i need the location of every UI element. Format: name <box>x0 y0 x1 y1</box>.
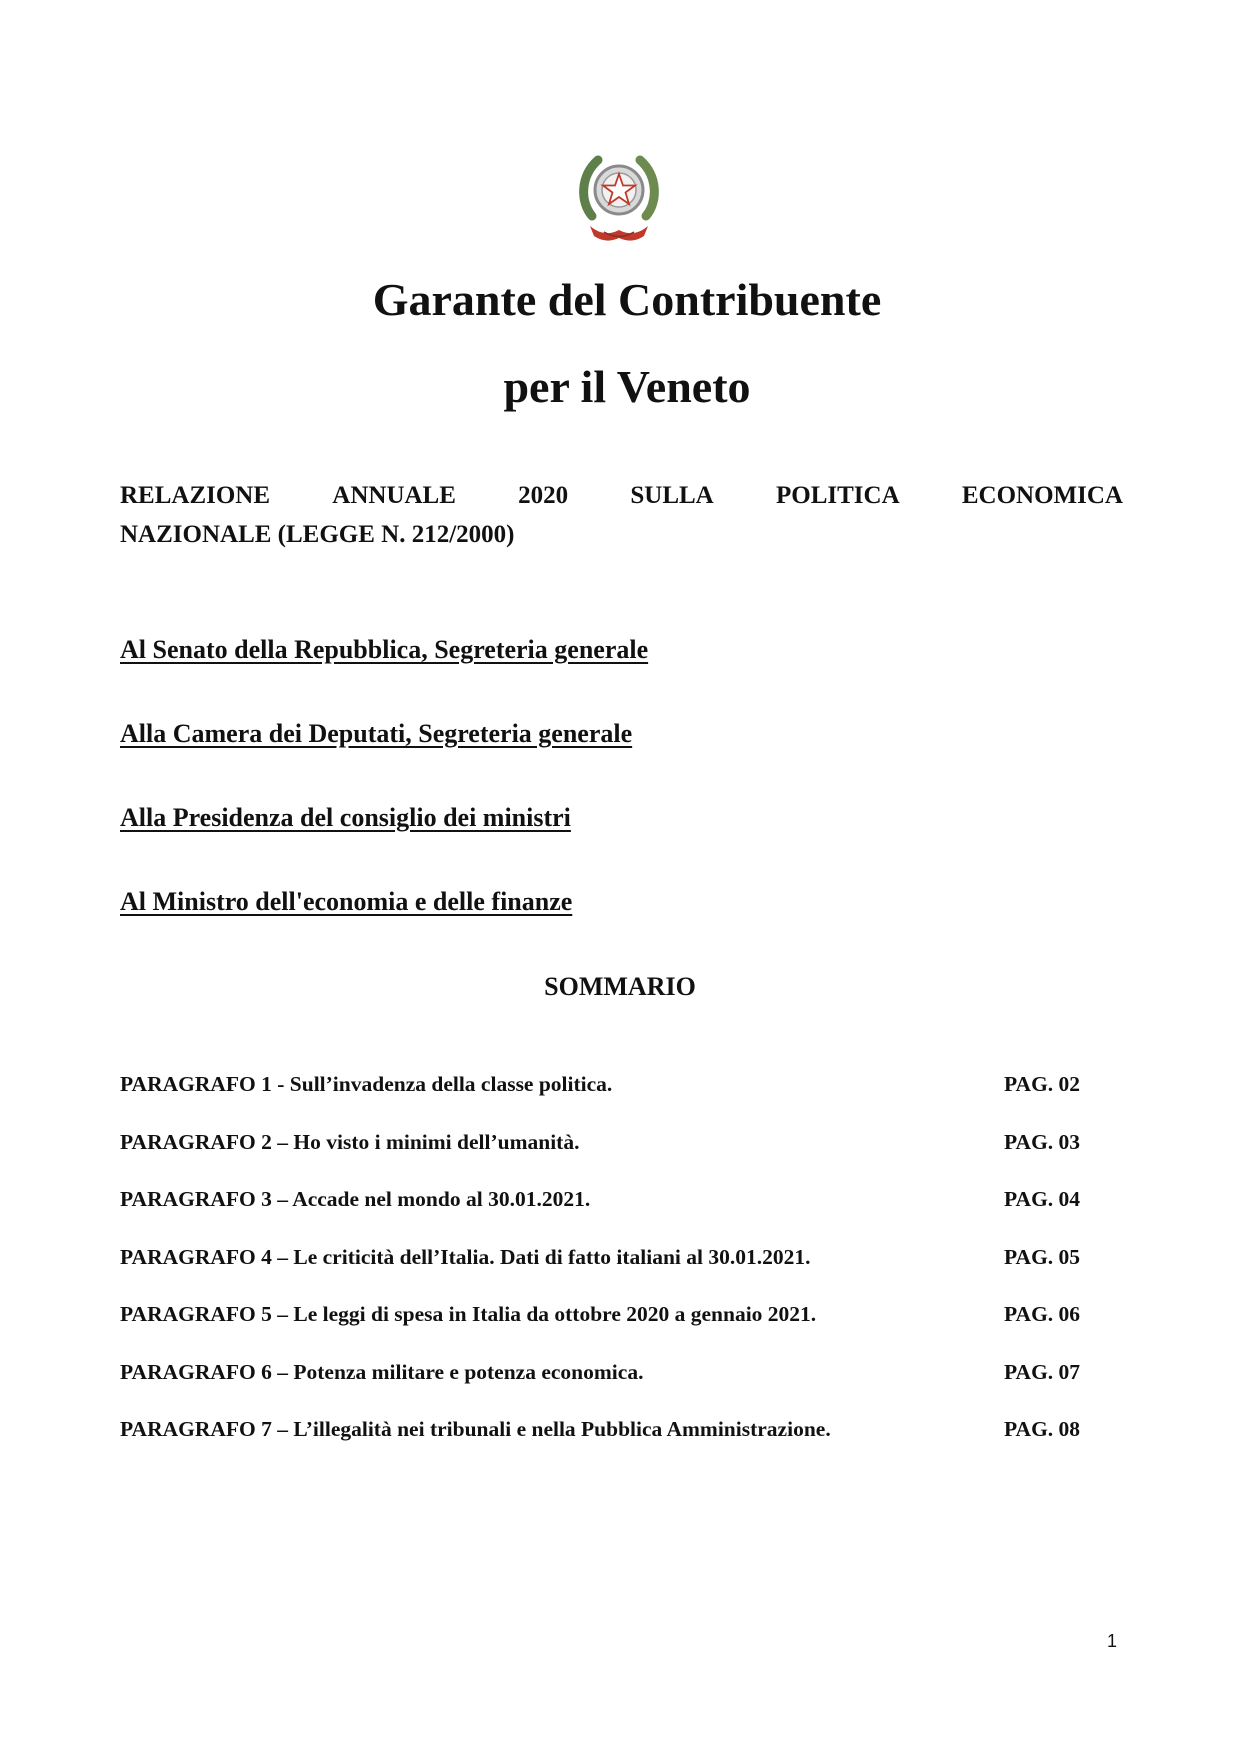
report-title-word: POLITICA <box>775 482 900 509</box>
toc-entry <box>120 1414 1100 1472</box>
recipient-presidenza: Alla Presidenza del consiglio dei ministri <box>120 803 571 832</box>
toc-entry-label: PARAGRAFO 5 – Le leggi di spesa in Italia da ottobre 2020 a gennaio 2021. <box>120 1302 817 1326</box>
report-title-line-1 <box>120 476 1123 515</box>
toc-entry-page: PAG. 05 <box>1004 1244 1081 1269</box>
toc-entry-label: PARAGRAFO 2 – Ho visto i minimi dell’umanità. <box>120 1129 580 1154</box>
toc-entry-label: PARAGRAFO 1 - Sull’invadenza della classe politica. <box>120 1072 613 1096</box>
toc-entry <box>120 1299 1100 1357</box>
recipient-ministro: Al Ministro dell'economia e delle finanze <box>120 887 573 916</box>
toc-entry <box>120 1069 1100 1127</box>
toc-entry-label: PARAGRAFO 4 – Le criticità dell’Italia. Dati di fatto italiani al 30.01.2021. <box>120 1244 811 1269</box>
toc-entry-page: PAG. 02 <box>1004 1072 1081 1096</box>
toc-entry-label: PARAGRAFO 6 – Potenza militare e potenza economica. <box>120 1359 644 1384</box>
recipient-senato: Al Senato della Repubblica, Segreteria generale <box>120 635 649 664</box>
toc-entry <box>120 1242 1100 1300</box>
report-title-word: RELAZIONE <box>120 482 271 509</box>
report-title-word: 2020 <box>518 482 569 509</box>
document-title-line-2: per il Veneto <box>503 361 751 412</box>
toc-entry-page: PAG. 07 <box>1004 1359 1081 1384</box>
toc-entry-page: PAG. 04 <box>1004 1187 1081 1211</box>
toc-entry <box>120 1184 1100 1242</box>
recipient-camera: Alla Camera dei Deputati, Segreteria generale <box>120 719 633 748</box>
document-title-line-1: Garante del Contribuente <box>372 274 882 325</box>
toc-entry <box>120 1127 1100 1185</box>
page-number: 1 <box>1107 1631 1118 1651</box>
summary-heading: SOMMARIO <box>544 972 696 1001</box>
table-of-contents <box>120 1069 1100 1472</box>
toc-entry <box>120 1357 1100 1415</box>
italian-republic-emblem-icon <box>574 146 664 246</box>
toc-entry-label: PARAGRAFO 7 – L’illegalità nei tribunali e nella Pubblica Amministrazione. <box>120 1417 831 1441</box>
toc-entry-page: PAG. 03 <box>1004 1129 1081 1154</box>
toc-entry-page: PAG. 06 <box>1004 1302 1081 1326</box>
toc-entry-label: PARAGRAFO 3 – Accade nel mondo al 30.01.2021. <box>120 1187 591 1211</box>
toc-entry-page: PAG. 08 <box>1004 1417 1081 1441</box>
report-title-word: SULLA <box>630 482 714 509</box>
report-title <box>120 476 1123 554</box>
report-title-line-2: NAZIONALE (LEGGE N. 212/2000) <box>120 521 515 548</box>
report-title-word: ECONOMICA <box>961 482 1123 509</box>
report-title-word: ANNUALE <box>332 482 456 509</box>
